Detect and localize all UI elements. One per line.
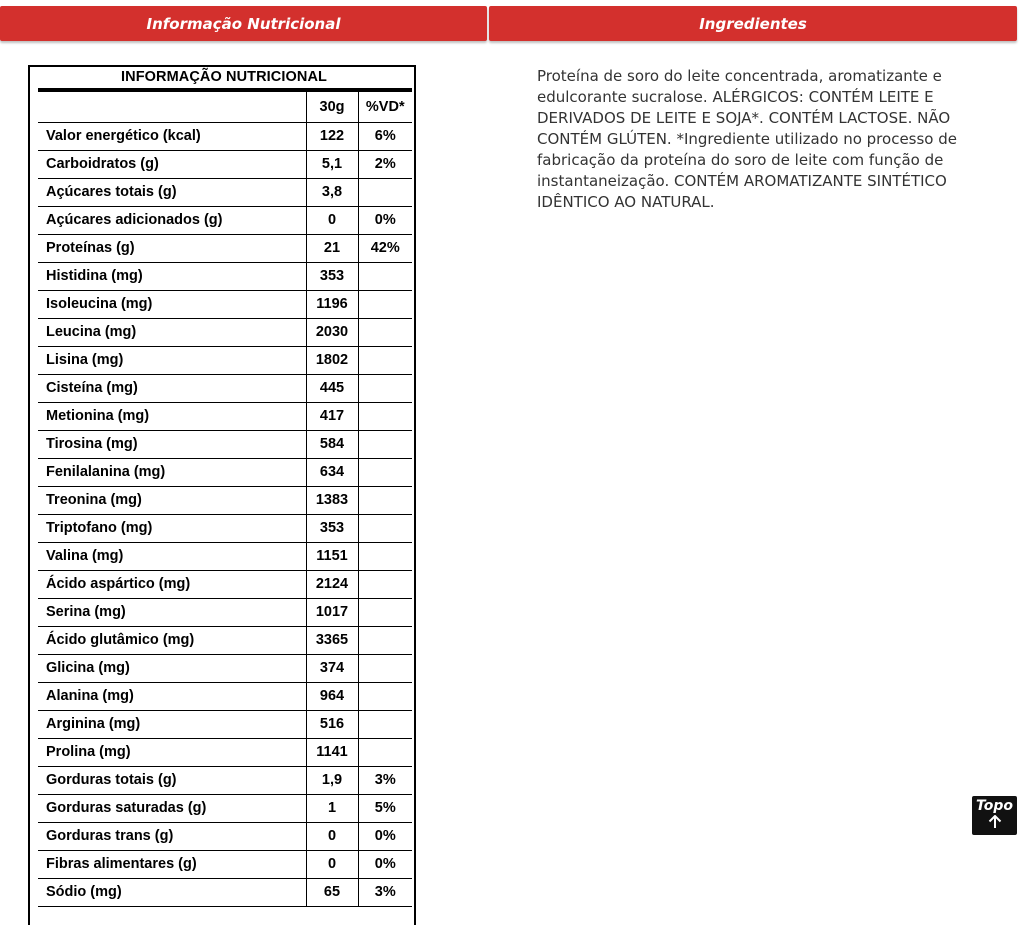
nutrient-name: Açúcares adicionados (g) bbox=[38, 206, 306, 234]
nutrient-daily-value bbox=[358, 402, 412, 430]
table-row bbox=[38, 262, 412, 290]
header-daily-value: %VD* bbox=[358, 92, 412, 122]
table-row bbox=[38, 570, 412, 598]
nutrient-value: 0 bbox=[306, 850, 358, 878]
nutrient-name: Glicina (mg) bbox=[38, 654, 306, 682]
nutrient-value: 1383 bbox=[306, 486, 358, 514]
nutrient-daily-value: 6% bbox=[358, 122, 412, 150]
nutrient-value: 0 bbox=[306, 822, 358, 850]
nutrient-daily-value bbox=[358, 486, 412, 514]
nutrient-value: 516 bbox=[306, 710, 358, 738]
table-row bbox=[38, 318, 412, 346]
nutrient-daily-value: 2% bbox=[358, 150, 412, 178]
table-row bbox=[38, 822, 412, 850]
nutrient-daily-value: 3% bbox=[358, 766, 412, 794]
nutrient-name: Triptofano (mg) bbox=[38, 514, 306, 542]
table-row bbox=[38, 486, 412, 514]
nutrient-value: 65 bbox=[306, 878, 358, 906]
nutrient-value: 353 bbox=[306, 514, 358, 542]
nutrition-facts-panel bbox=[28, 65, 416, 925]
nutrient-daily-value bbox=[358, 318, 412, 346]
nutrient-value: 964 bbox=[306, 682, 358, 710]
tab-ingredients[interactable]: Ingredientes bbox=[489, 6, 1017, 41]
nutrient-value: 1017 bbox=[306, 598, 358, 626]
table-row bbox=[38, 878, 412, 906]
table-row bbox=[38, 234, 412, 262]
nutrient-name: Tirosina (mg) bbox=[38, 430, 306, 458]
nutrient-name: Açúcares totais (g) bbox=[38, 178, 306, 206]
table-row bbox=[38, 626, 412, 654]
nutrient-daily-value: 42% bbox=[358, 234, 412, 262]
nutrient-value: 2030 bbox=[306, 318, 358, 346]
arrow-up-icon bbox=[988, 815, 1002, 829]
nutrient-name: Carboidratos (g) bbox=[38, 150, 306, 178]
table-row bbox=[38, 542, 412, 570]
nutrient-name: Cisteína (mg) bbox=[38, 374, 306, 402]
nutrient-daily-value bbox=[358, 654, 412, 682]
nutrient-name: Gorduras totais (g) bbox=[38, 766, 306, 794]
table-row bbox=[38, 598, 412, 626]
ingredients-text: Proteína de soro do leite concentrada, aromatizante e edulcorante sucralose. ALÉRGICOS: CONTÉM LEITE E DERIVADOS DE LEITE E SOJA*. CONTÉM LACTOSE. NÃO CONTÉM GLÚTEN. *Ingrediente utilizado no processo de fabricação da proteína do soro de leite com função de instantaneização. CONTÉM AROMATIZANTE SINTÉTICO IDÊNTICO AO NATURAL. bbox=[537, 67, 957, 211]
nutrient-value: 1,9 bbox=[306, 766, 358, 794]
nutrient-value: 584 bbox=[306, 430, 358, 458]
nutrient-daily-value: 5% bbox=[358, 794, 412, 822]
nutrient-daily-value bbox=[358, 570, 412, 598]
nutrient-name: Proteínas (g) bbox=[38, 234, 306, 262]
nutrient-name: Fenilalanina (mg) bbox=[38, 458, 306, 486]
nutrient-value: 122 bbox=[306, 122, 358, 150]
nutrient-daily-value bbox=[358, 682, 412, 710]
header-portion: 30g bbox=[306, 92, 358, 122]
table-row bbox=[38, 738, 412, 766]
table-row bbox=[38, 178, 412, 206]
nutrient-value: 3,8 bbox=[306, 178, 358, 206]
nutrient-daily-value: 0% bbox=[358, 822, 412, 850]
table-row bbox=[38, 290, 412, 318]
nutrition-title: INFORMAÇÃO NUTRICIONAL bbox=[121, 69, 327, 85]
nutrient-name: Serina (mg) bbox=[38, 598, 306, 626]
nutrient-value: 417 bbox=[306, 402, 358, 430]
nutrient-value: 0 bbox=[306, 206, 358, 234]
nutrient-value: 374 bbox=[306, 654, 358, 682]
nutrient-value: 3365 bbox=[306, 626, 358, 654]
nutrient-name: Valina (mg) bbox=[38, 542, 306, 570]
nutrition-table bbox=[38, 92, 412, 907]
nutrient-value: 634 bbox=[306, 458, 358, 486]
nutrient-value: 2124 bbox=[306, 570, 358, 598]
tab-nutrition-info[interactable]: Informação Nutricional bbox=[0, 6, 487, 41]
table-header-row bbox=[38, 92, 412, 122]
nutrient-name: Sódio (mg) bbox=[38, 878, 306, 906]
nutrient-name: Treonina (mg) bbox=[38, 486, 306, 514]
nutrient-daily-value bbox=[358, 598, 412, 626]
back-to-top-button[interactable] bbox=[972, 796, 1017, 835]
nutrient-name: Metionina (mg) bbox=[38, 402, 306, 430]
table-row bbox=[38, 402, 412, 430]
nutrient-name: Alanina (mg) bbox=[38, 682, 306, 710]
nutrient-value: 5,1 bbox=[306, 150, 358, 178]
table-row bbox=[38, 514, 412, 542]
nutrient-name: Fibras alimentares (g) bbox=[38, 850, 306, 878]
nutrient-daily-value bbox=[358, 626, 412, 654]
table-row bbox=[38, 710, 412, 738]
nutrient-daily-value bbox=[358, 262, 412, 290]
back-to-top-label: Topo bbox=[975, 798, 1013, 814]
nutrient-value: 1196 bbox=[306, 290, 358, 318]
nutrient-value: 353 bbox=[306, 262, 358, 290]
table-row bbox=[38, 682, 412, 710]
nutrient-name: Ácido aspártico (mg) bbox=[38, 570, 306, 598]
nutrient-value: 1141 bbox=[306, 738, 358, 766]
nutrient-value: 1802 bbox=[306, 346, 358, 374]
table-row bbox=[38, 122, 412, 150]
nutrient-daily-value bbox=[358, 710, 412, 738]
table-row bbox=[38, 850, 412, 878]
table-row bbox=[38, 654, 412, 682]
nutrient-daily-value bbox=[358, 514, 412, 542]
table-row bbox=[38, 346, 412, 374]
nutrient-name: Ácido glutâmico (mg) bbox=[38, 626, 306, 654]
nutrient-daily-value bbox=[358, 430, 412, 458]
table-row bbox=[38, 458, 412, 486]
nutrient-name: Arginina (mg) bbox=[38, 710, 306, 738]
nutrient-daily-value bbox=[358, 738, 412, 766]
nutrient-daily-value: 3% bbox=[358, 878, 412, 906]
nutrient-name: Histidina (mg) bbox=[38, 262, 306, 290]
tab-bar bbox=[0, 6, 1024, 41]
table-row bbox=[38, 374, 412, 402]
nutrient-daily-value: 0% bbox=[358, 206, 412, 234]
table-row bbox=[38, 794, 412, 822]
nutrient-value: 445 bbox=[306, 374, 358, 402]
table-row bbox=[38, 206, 412, 234]
nutrient-value: 21 bbox=[306, 234, 358, 262]
table-row bbox=[38, 150, 412, 178]
table-row bbox=[38, 766, 412, 794]
nutrient-name: Lisina (mg) bbox=[38, 346, 306, 374]
nutrient-name: Valor energético (kcal) bbox=[38, 122, 306, 150]
nutrient-name: Gorduras trans (g) bbox=[38, 822, 306, 850]
nutrient-daily-value bbox=[358, 374, 412, 402]
nutrient-daily-value bbox=[358, 178, 412, 206]
nutrient-daily-value bbox=[358, 290, 412, 318]
nutrient-daily-value bbox=[358, 542, 412, 570]
nutrient-name: Isoleucina (mg) bbox=[38, 290, 306, 318]
table-row bbox=[38, 430, 412, 458]
nutrient-name: Leucina (mg) bbox=[38, 318, 306, 346]
nutrient-daily-value bbox=[358, 346, 412, 374]
nutrient-value: 1 bbox=[306, 794, 358, 822]
header-blank-cell bbox=[38, 92, 306, 122]
nutrient-value: 1151 bbox=[306, 542, 358, 570]
nutrient-name: Prolina (mg) bbox=[38, 738, 306, 766]
nutrient-daily-value bbox=[358, 458, 412, 486]
nutrient-daily-value: 0% bbox=[358, 850, 412, 878]
nutrient-name: Gorduras saturadas (g) bbox=[38, 794, 306, 822]
